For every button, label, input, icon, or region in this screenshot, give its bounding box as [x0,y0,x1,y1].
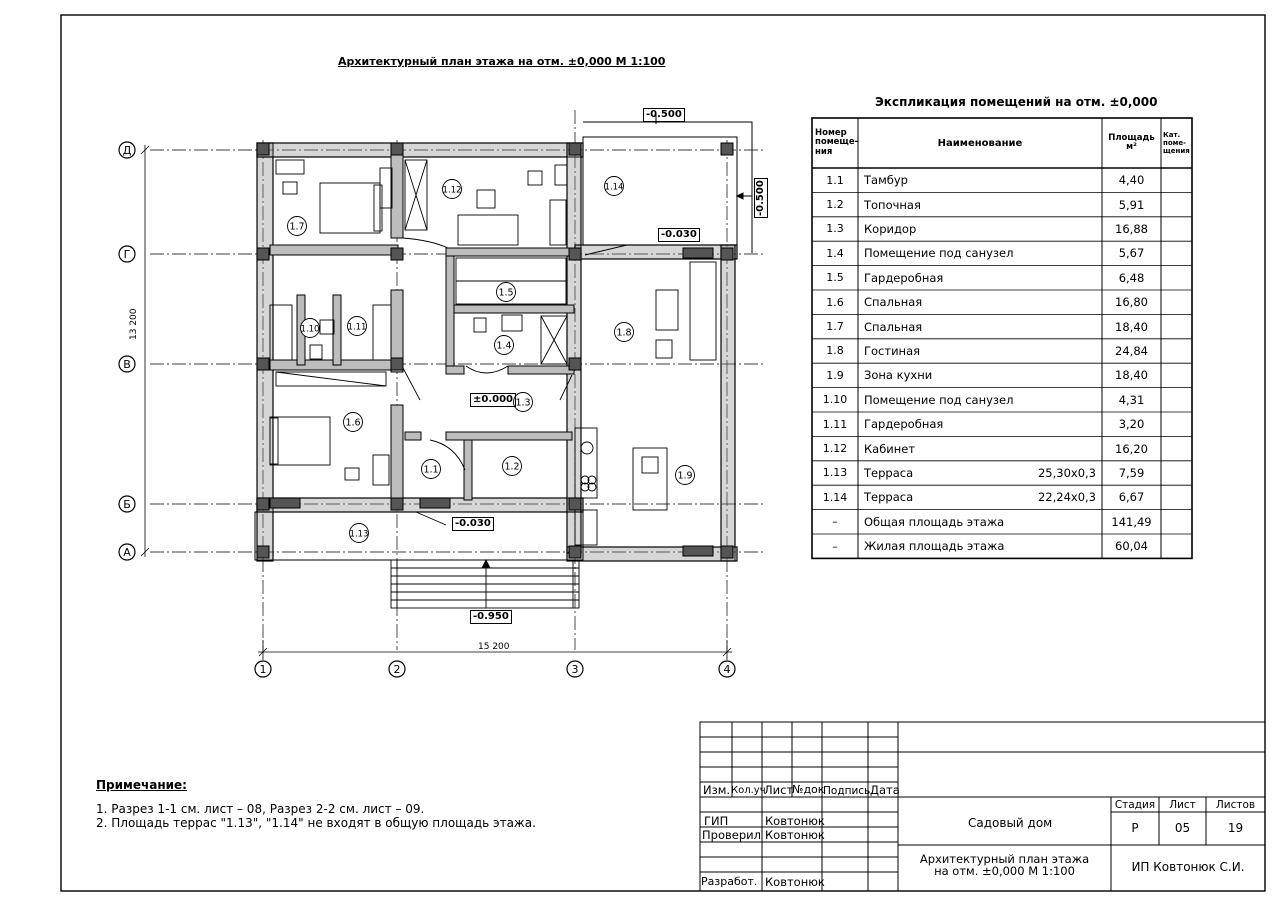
table-cell-area: 16,20 [1115,441,1148,456]
table-cell-number: 1.9 [826,368,844,382]
axis-number-label: 3 [571,663,579,676]
level-mark-top: -0.500 [643,108,685,122]
explication-title: Экспликация помещений на отм. ±0,000 [875,95,1158,109]
stamp-sheets-count: 19 [1227,821,1244,835]
table-cell-area: 18,40 [1115,319,1148,334]
table-cell-area: 141,49 [1111,514,1152,529]
table-cell-number: 1.5 [826,271,844,285]
stamp-name-developed: Ковтонюк [765,875,825,889]
level-mark-right: -0.500 [755,180,766,216]
table-cell-area: 4,31 [1118,392,1145,407]
table-cell-area: 18,40 [1115,368,1148,383]
stamp-stage-label: Стадия [1114,799,1156,811]
axis-letter-label: Д [122,144,132,157]
axis-letter-label: В [123,358,131,371]
level-mark-terrace: -0.030 [658,228,700,242]
stamp-col-koluch: Кол.уч [731,785,766,796]
room-tag-label: 1.6 [345,417,361,429]
table-cell-number: 1.4 [826,246,844,260]
room-tag-label: 1.13 [349,529,369,540]
table-cell-number: 1.10 [822,393,848,407]
stamp-company: ИП Ковтонюк С.И. [1131,860,1245,874]
table-cell-name: Терраса [864,465,914,480]
note-item: 2. Площадь террас "1.13", "1.14" не входят в общую площадь этажа. [96,816,536,830]
axis-letter-label: А [123,546,131,559]
table-cell-name: Гардеробная [864,270,944,285]
table-cell-area: 60,04 [1115,539,1148,554]
dimension-vertical-label: 13 200 [129,308,139,340]
stamp-role-checked: Проверил [702,828,761,842]
table-cell-area: 6,48 [1118,270,1145,285]
table-cell-area: 5,91 [1118,197,1145,212]
table-cell-area: 7,59 [1118,465,1145,480]
header-category: Кат. поме- щения [1163,131,1190,155]
level-mark-stairs: -0.950 [470,610,512,624]
axis-letter-label: Б [123,498,131,511]
table-cell-number: – [832,515,838,529]
level-mark-entrance: -0.030 [452,517,494,531]
stamp-name-gip: Ковтонюк [765,814,825,828]
stamp-col-data: Дата [870,783,900,797]
stamp-sheet-title-1: Архитектурный план этажа [919,852,1090,866]
stamp-role-gip: ГИП [704,814,729,828]
notes-heading: Примечание: [96,778,187,792]
table-cell-number: 1.3 [826,222,844,236]
room-tag-label: 1.12 [442,185,462,196]
room-tag-label: 1.9 [677,470,693,482]
table-cell-area: 5,67 [1118,246,1145,261]
stamp-col-izm: Изм. [703,783,731,797]
stamp-project: Садовый дом [968,816,1053,830]
table-cell-number: 1.8 [826,344,844,358]
table-cell-area: 24,84 [1115,343,1148,358]
table-cell-name: Кабинет [864,441,916,456]
table-cell-area: 3,20 [1118,417,1145,432]
table-cell-name: Спальная [864,319,923,334]
table-cell-name: Спальная [864,295,923,310]
table-cell-name: Тамбур [864,173,908,188]
table-cell-name: Зона кухни [864,368,933,383]
stamp-col-list: Лист [764,783,794,797]
table-cell-number: 1.11 [822,417,848,431]
table-cell-name: Помещение под санузел [864,246,1014,261]
table-cell-name: Топочная [864,197,921,212]
room-tag-label: 1.1 [423,464,439,476]
stamp-col-ndoc: №док [792,783,825,796]
stamp-name-checked: Ковтонюк [765,828,825,842]
header-area: Площадь м² [1108,132,1155,152]
stamp-sheet-number: 05 [1174,821,1191,835]
room-tag-label: 1.2 [504,461,520,473]
axis-letter-label: Г [123,248,131,261]
axis-number-label: 4 [723,663,731,676]
stamp-sheet-title-2: на отм. ±0,000 М 1:100 [934,864,1075,878]
axis-number-label: 2 [393,663,401,676]
room-tag-label: 1.14 [604,182,624,193]
table-cell-name: Помещение под санузел [864,392,1014,407]
table-cell-number: 1.13 [822,466,848,480]
table-cell-area: 16,88 [1115,221,1148,236]
room-tag-label: 1.11 [347,322,367,333]
dimension-horizontal-label: 15 200 [478,642,510,652]
table-cell-number: 1.7 [826,320,844,334]
table-cell-number: – [832,539,838,553]
room-tag-label: 1.7 [289,221,305,233]
table-cell-name: Гостиная [864,343,921,358]
room-tag-label: 1.10 [300,324,320,335]
table-cell-area: 4,40 [1118,173,1145,188]
stamp-sheet-label: Лист [1169,799,1196,811]
table-cell-number: 1.6 [826,295,844,309]
axis-number-label: 1 [259,663,267,676]
table-cell-calc: 22,24x0,3 [1037,490,1096,505]
plan-title: Архитектурный план этажа на отм. ±0,000 М 1:100 [338,55,666,68]
table-cell-number: 1.2 [826,198,844,212]
stamp-sheets-label: Листов [1215,799,1256,811]
header-room-name: Наименование [937,137,1023,149]
stamp-col-podpis: Подпись [823,785,871,797]
level-mark-floor: ±0.000 [470,393,516,407]
header-room-number: Номер помеще- ния [815,127,859,157]
table-cell-name: Коридор [864,221,917,236]
note-item: 1. Разрез 1-1 см. лист – 08, Разрез 2-2 см. лист – 09. [96,802,425,816]
table-cell-number: 1.1 [826,173,844,187]
table-cell-area: 16,80 [1115,295,1148,310]
stamp-stage: Р [1131,821,1139,835]
table-cell-area: 6,67 [1118,490,1145,505]
room-tag-label: 1.5 [498,287,514,299]
table-cell-calc: 25,30x0,3 [1037,465,1096,480]
room-tag-label: 1.4 [496,340,512,352]
table-cell-name: Общая площадь этажа [864,514,1005,529]
table-cell-name: Терраса [864,490,914,505]
stamp-role-developed: Разрабoт. [701,875,758,888]
table-cell-name: Жилая площадь этажа [864,539,1005,554]
notes-block [96,778,536,830]
room-tag-label: 1.8 [616,327,632,339]
table-cell-number: 1.12 [822,442,848,456]
room-tag-label: 1.3 [515,397,531,409]
table-cell-number: 1.14 [822,490,848,504]
table-cell-name: Гардеробная [864,417,944,432]
